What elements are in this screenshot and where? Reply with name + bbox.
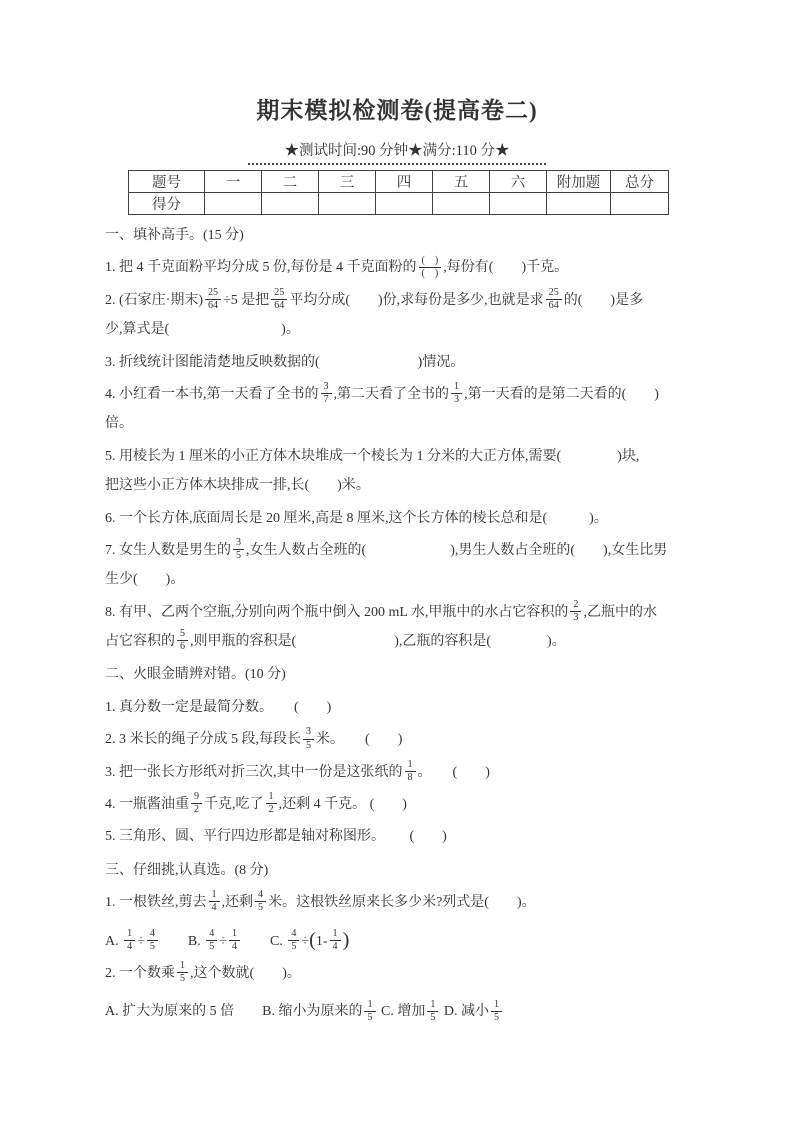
fraction: $\frac{1}{5}$: [491, 999, 502, 1024]
big-paren: (: [309, 929, 316, 952]
score-table-header-cell: 六: [490, 171, 547, 193]
fraction: $\frac{1}{2}$: [266, 791, 277, 816]
score-table-header-cell: 二: [262, 171, 319, 193]
question: 4. 一瓶酱油重 $\frac{9}{2}$ 千克,吃了 $\frac{1}{2}$ ,还剩 4 千克。 ( ): [105, 791, 407, 816]
fraction: $\frac{4}{5}$: [288, 928, 299, 953]
score-cell: [319, 193, 376, 215]
fraction: $\frac{1}{4}$: [229, 928, 240, 953]
question: 3. 折线统计图能清楚地反映数据的( )情况。: [105, 354, 465, 370]
score-cell: [433, 193, 490, 215]
fraction: $\frac{1}{5}$: [177, 960, 188, 985]
options-line: A. $\frac{1}{4}$ ÷ $\frac{4}{5}$ B. $\frac{4}{5}$ ÷ $\frac{1}{4}$ C. $\frac{4}{5}$ ÷(1- $\frac{1}{4}$ ): [105, 927, 350, 952]
score-table-score-row: [129, 193, 669, 215]
fraction: $\frac{4}{5}$: [147, 928, 158, 953]
question: 7. 女生人数是男生的 $\frac{3}{5}$ ,女生人数占全班的( ),男生人数占全班的( ),女生比男 生少( )。: [105, 537, 668, 588]
score-cell: [205, 193, 262, 215]
big-paren: ): [342, 929, 350, 952]
score-table-header-cell: 题号: [129, 171, 205, 193]
fraction: $\frac{4}{5}$: [206, 928, 217, 953]
question: 2. (石家庄·期末) $\frac{25}{64}$ ÷5 是把 $\frac{25}{64}$ 平均分成( )份,求每份是多少,也就是求 $\frac{25}{64}$ 的( )是多 少,算式是( )。: [105, 286, 644, 338]
question: 4. 小红看一本书,第一天看了全书的 $\frac{3}{7}$ ,第二天看了全书的 $\frac{1}{3}$ ,第一天看的是第二天看的( ) 倍。: [105, 381, 659, 432]
score-cell: [490, 193, 547, 215]
fraction: $\frac{1}{4}$: [209, 889, 220, 914]
question: 5. 用棱长为 1 厘米的小正方体木块堆成一个棱长为 1 分米的大正方体,需要( )块, 把这些小正方体木块排成一排,长( )米。: [105, 448, 640, 494]
fraction: $\frac{25}{64}$: [271, 287, 287, 312]
fraction: $\frac{1}{5}$: [427, 999, 438, 1024]
question: 1. 一根铁丝,剪去 $\frac{1}{4}$ ,还剩 $\frac{4}{5}$ 米。这根铁丝原来长多少米?列式是( )。: [105, 889, 536, 914]
fraction: $\frac{1}{8}$: [405, 759, 416, 784]
fraction: $\frac{9}{2}$: [191, 791, 202, 816]
fraction: $\frac{1}{5}$: [364, 999, 375, 1024]
question: 8. 有甲、乙两个空瓶,分别向两个瓶中倒入 200 mL 水,甲瓶中的水占它容积的 $\frac{2}{3}$ ,乙瓶中的水 占它容积的 $\frac{5}{6}$ ,则甲瓶的容积是( ),乙瓶的容积是( )。: [105, 598, 657, 653]
score-table: [128, 170, 669, 215]
question: 1. 把 4 千克面粉平均分成 5 份,每份是 4 千克面粉的 $\frac{( )}{( )}$ ,每份有( )千克。: [105, 254, 569, 279]
score-table-header-cell: 总分: [611, 171, 669, 193]
question: 6. 一个长方体,底面周长是 20 厘米,高是 8 厘米,这个长方体的棱长总和是( )。: [105, 510, 608, 526]
section-heading: 二、火眼金睛辨对错。(10 分): [105, 667, 286, 683]
document-body: [105, 221, 689, 1027]
question: 2. 一个数乘 $\frac{1}{5}$ ,这个数就( )。: [105, 960, 301, 985]
section-heading: 一、填补高手。(15 分): [105, 228, 244, 243]
score-row-label: 得分: [129, 193, 205, 215]
fraction: $\frac{25}{64}$: [546, 287, 562, 312]
fraction: $\frac{1}{4}$: [124, 928, 135, 953]
score-cell: [376, 193, 433, 215]
fraction: $\frac{1}{4}$: [330, 928, 341, 953]
options-line: A. 扩大为原来的 5 倍 B. 缩小为原来的 $\frac{1}{5}$ C. 增加 $\frac{1}{5}$ D. 减小 $\frac{1}{5}$: [105, 997, 689, 1026]
question: 1. 真分数一定是最简分数。 ( ): [105, 699, 332, 715]
score-table-header-cell: 三: [319, 171, 376, 193]
page-content: [105, 92, 689, 1030]
score-table-header-row: [129, 171, 669, 193]
score-cell: [547, 193, 611, 215]
fraction: $\frac{4}{5}$: [255, 889, 266, 914]
section-heading: 三、仔细挑,认真选。(8 分): [105, 862, 269, 878]
fraction: $\frac{25}{64}$: [205, 287, 221, 312]
score-cell: [611, 193, 669, 215]
score-table-header-cell: 五: [433, 171, 490, 193]
question: 2. 3 米长的绳子分成 5 段,每段长 $\frac{3}{5}$ 米。 ( ): [105, 726, 403, 751]
score-table-header-cell: 四: [376, 171, 433, 193]
fraction: $\frac{3}{5}$: [303, 726, 314, 751]
subtitle-row: [105, 139, 689, 165]
exam-info-line: ★测试时间:90 分钟★满分:110 分★: [248, 139, 545, 165]
score-cell: [262, 193, 319, 215]
page-title: 期末模拟检测卷(提高卷二): [256, 98, 538, 123]
question: 3. 把一张长方形纸对折三次,其中一份是这张纸的 $\frac{1}{8}$ 。 ( ): [105, 758, 490, 783]
question: 5. 三角形、圆、平行四边形都是轴对称图形。 ( ): [105, 829, 447, 845]
fraction: $\frac{1}{3}$: [451, 381, 462, 406]
fraction: $\frac{( )}{( )}$: [419, 255, 442, 280]
score-table-header-cell: 附加题: [547, 171, 611, 193]
score-table-header-cell: 一: [205, 171, 262, 193]
fraction: $\frac{3}{5}$: [233, 537, 244, 562]
fraction: $\frac{3}{7}$: [321, 381, 332, 406]
fraction: $\frac{2}{3}$: [570, 599, 581, 624]
fraction: $\frac{5}{6}$: [177, 628, 188, 653]
